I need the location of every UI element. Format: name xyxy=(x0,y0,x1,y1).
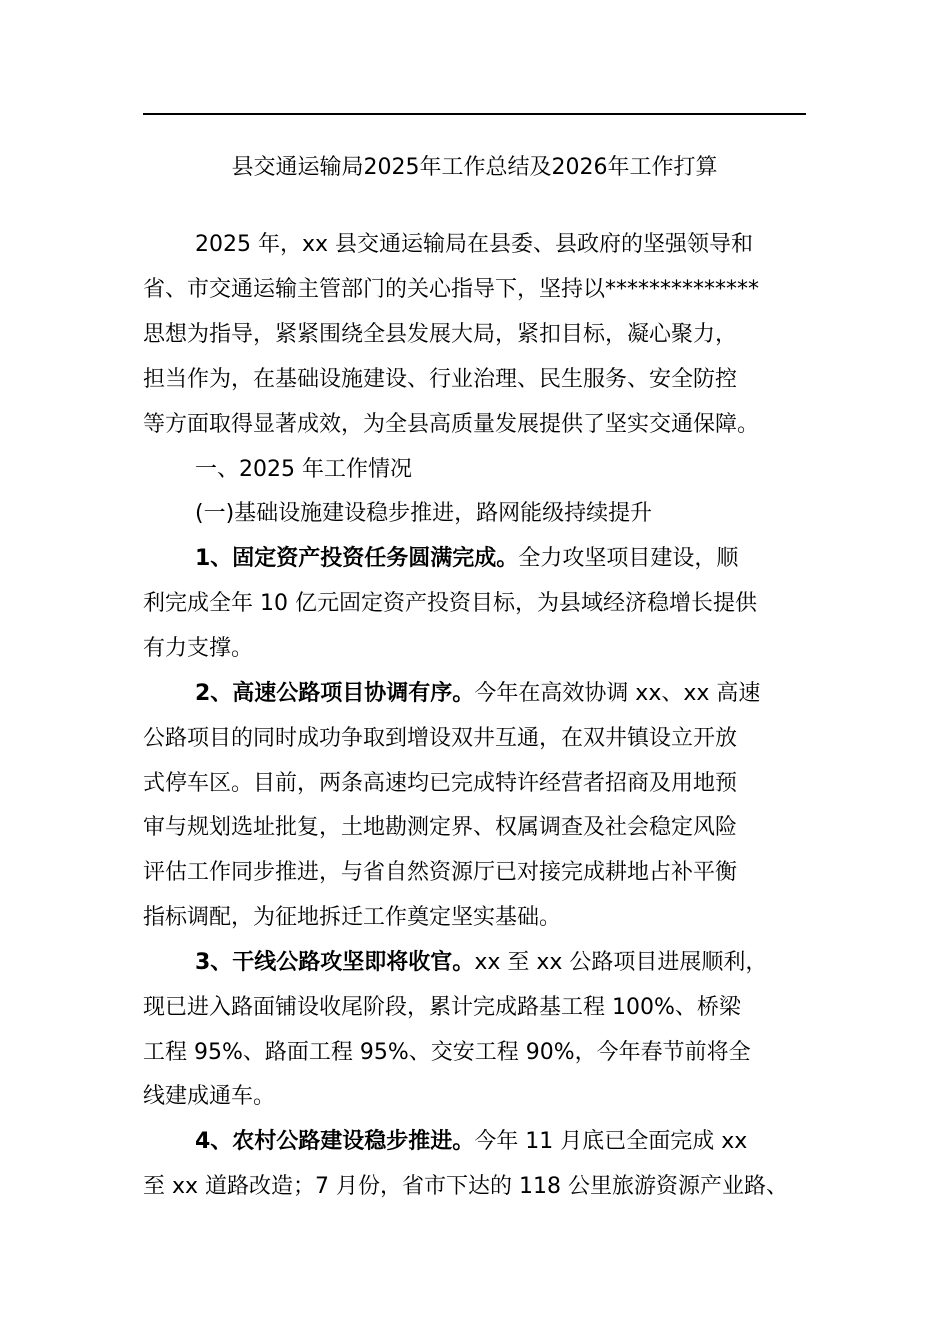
item-1-line: 有力支撑。 xyxy=(143,636,254,661)
document-title: 县交通运输局2025年工作总结及2026年工作打算 xyxy=(231,155,718,180)
item-3-text: xx 至 xx 公路项目进展顺利， xyxy=(474,950,768,975)
intro-line: 等方面取得显著成效，为全县高质量发展提供了坚实交通保障。 xyxy=(143,412,760,437)
section-heading: 一、2025 年工作情况 xyxy=(195,457,412,482)
intro-line: 担当作为，在基础设施建设、行业治理、民生服务、安全防控 xyxy=(143,367,738,392)
item-2-first-line xyxy=(195,676,760,712)
item-2-line: 式停车区。目前，两条高速均已完成特许经营者招商及用地预 xyxy=(143,771,738,796)
item-3-line: 工程 95%、路面工程 95%、交安工程 90%，今年春节前将全 xyxy=(143,1040,751,1065)
intro-line: 省、市交通运输主管部门的关心指导下，坚持以************** xyxy=(143,277,760,302)
item-4-lead: 4、农村公路建设稳步推进。 xyxy=(195,1129,475,1154)
intro-line: 思想为指导，紧紧围绕全县发展大局，紧扣目标，凝心聚力， xyxy=(143,322,738,347)
item-1-lead: 1、固定资产投资任务圆满完成。 xyxy=(195,546,519,571)
header-rule xyxy=(143,113,806,115)
item-2-text: 今年在高效协调 xx、xx 高速 xyxy=(474,681,761,706)
subsection-heading: (一)基础设施建设稳步推进，路网能级持续提升 xyxy=(195,501,653,526)
item-1-first-line xyxy=(195,541,738,577)
item-3-line: 现已进入路面铺设收尾阶段，累计完成路基工程 100%、桥梁 xyxy=(143,995,741,1020)
item-3-first-line xyxy=(195,945,767,981)
item-1-line: 利完成全年 10 亿元固定资产投资目标，为县域经济稳增长提供 xyxy=(143,591,757,616)
item-3-line: 线建成通车。 xyxy=(143,1084,276,1109)
item-2-line: 公路项目的同时成功争取到增设双井互通，在双井镇设立开放 xyxy=(143,726,738,751)
item-2-line: 评估工作同步推进，与省自然资源厅已对接完成耕地占补平衡 xyxy=(143,860,738,885)
item-2-lead: 2、高速公路项目协调有序。 xyxy=(195,681,475,706)
item-1-text: 全力攻坚项目建设，顺 xyxy=(518,546,739,571)
item-2-line: 审与规划选址批复，土地勘测定界、权属调查及社会稳定风险 xyxy=(143,815,738,840)
item-3-lead: 3、干线公路攻坚即将收官。 xyxy=(195,950,475,975)
intro-line: 2025 年，xx 县交通运输局在县委、县政府的坚强领导和 xyxy=(195,232,754,257)
item-2-line: 指标调配，为征地拆迁工作奠定坚实基础。 xyxy=(143,905,562,930)
item-4-first-line xyxy=(195,1124,747,1160)
item-4-line: 至 xx 道路改造；7 月份，省市下达的 118 公里旅游资源产业路、 xyxy=(143,1174,788,1199)
item-4-text: 今年 11 月底已全面完成 xx xyxy=(474,1129,748,1154)
